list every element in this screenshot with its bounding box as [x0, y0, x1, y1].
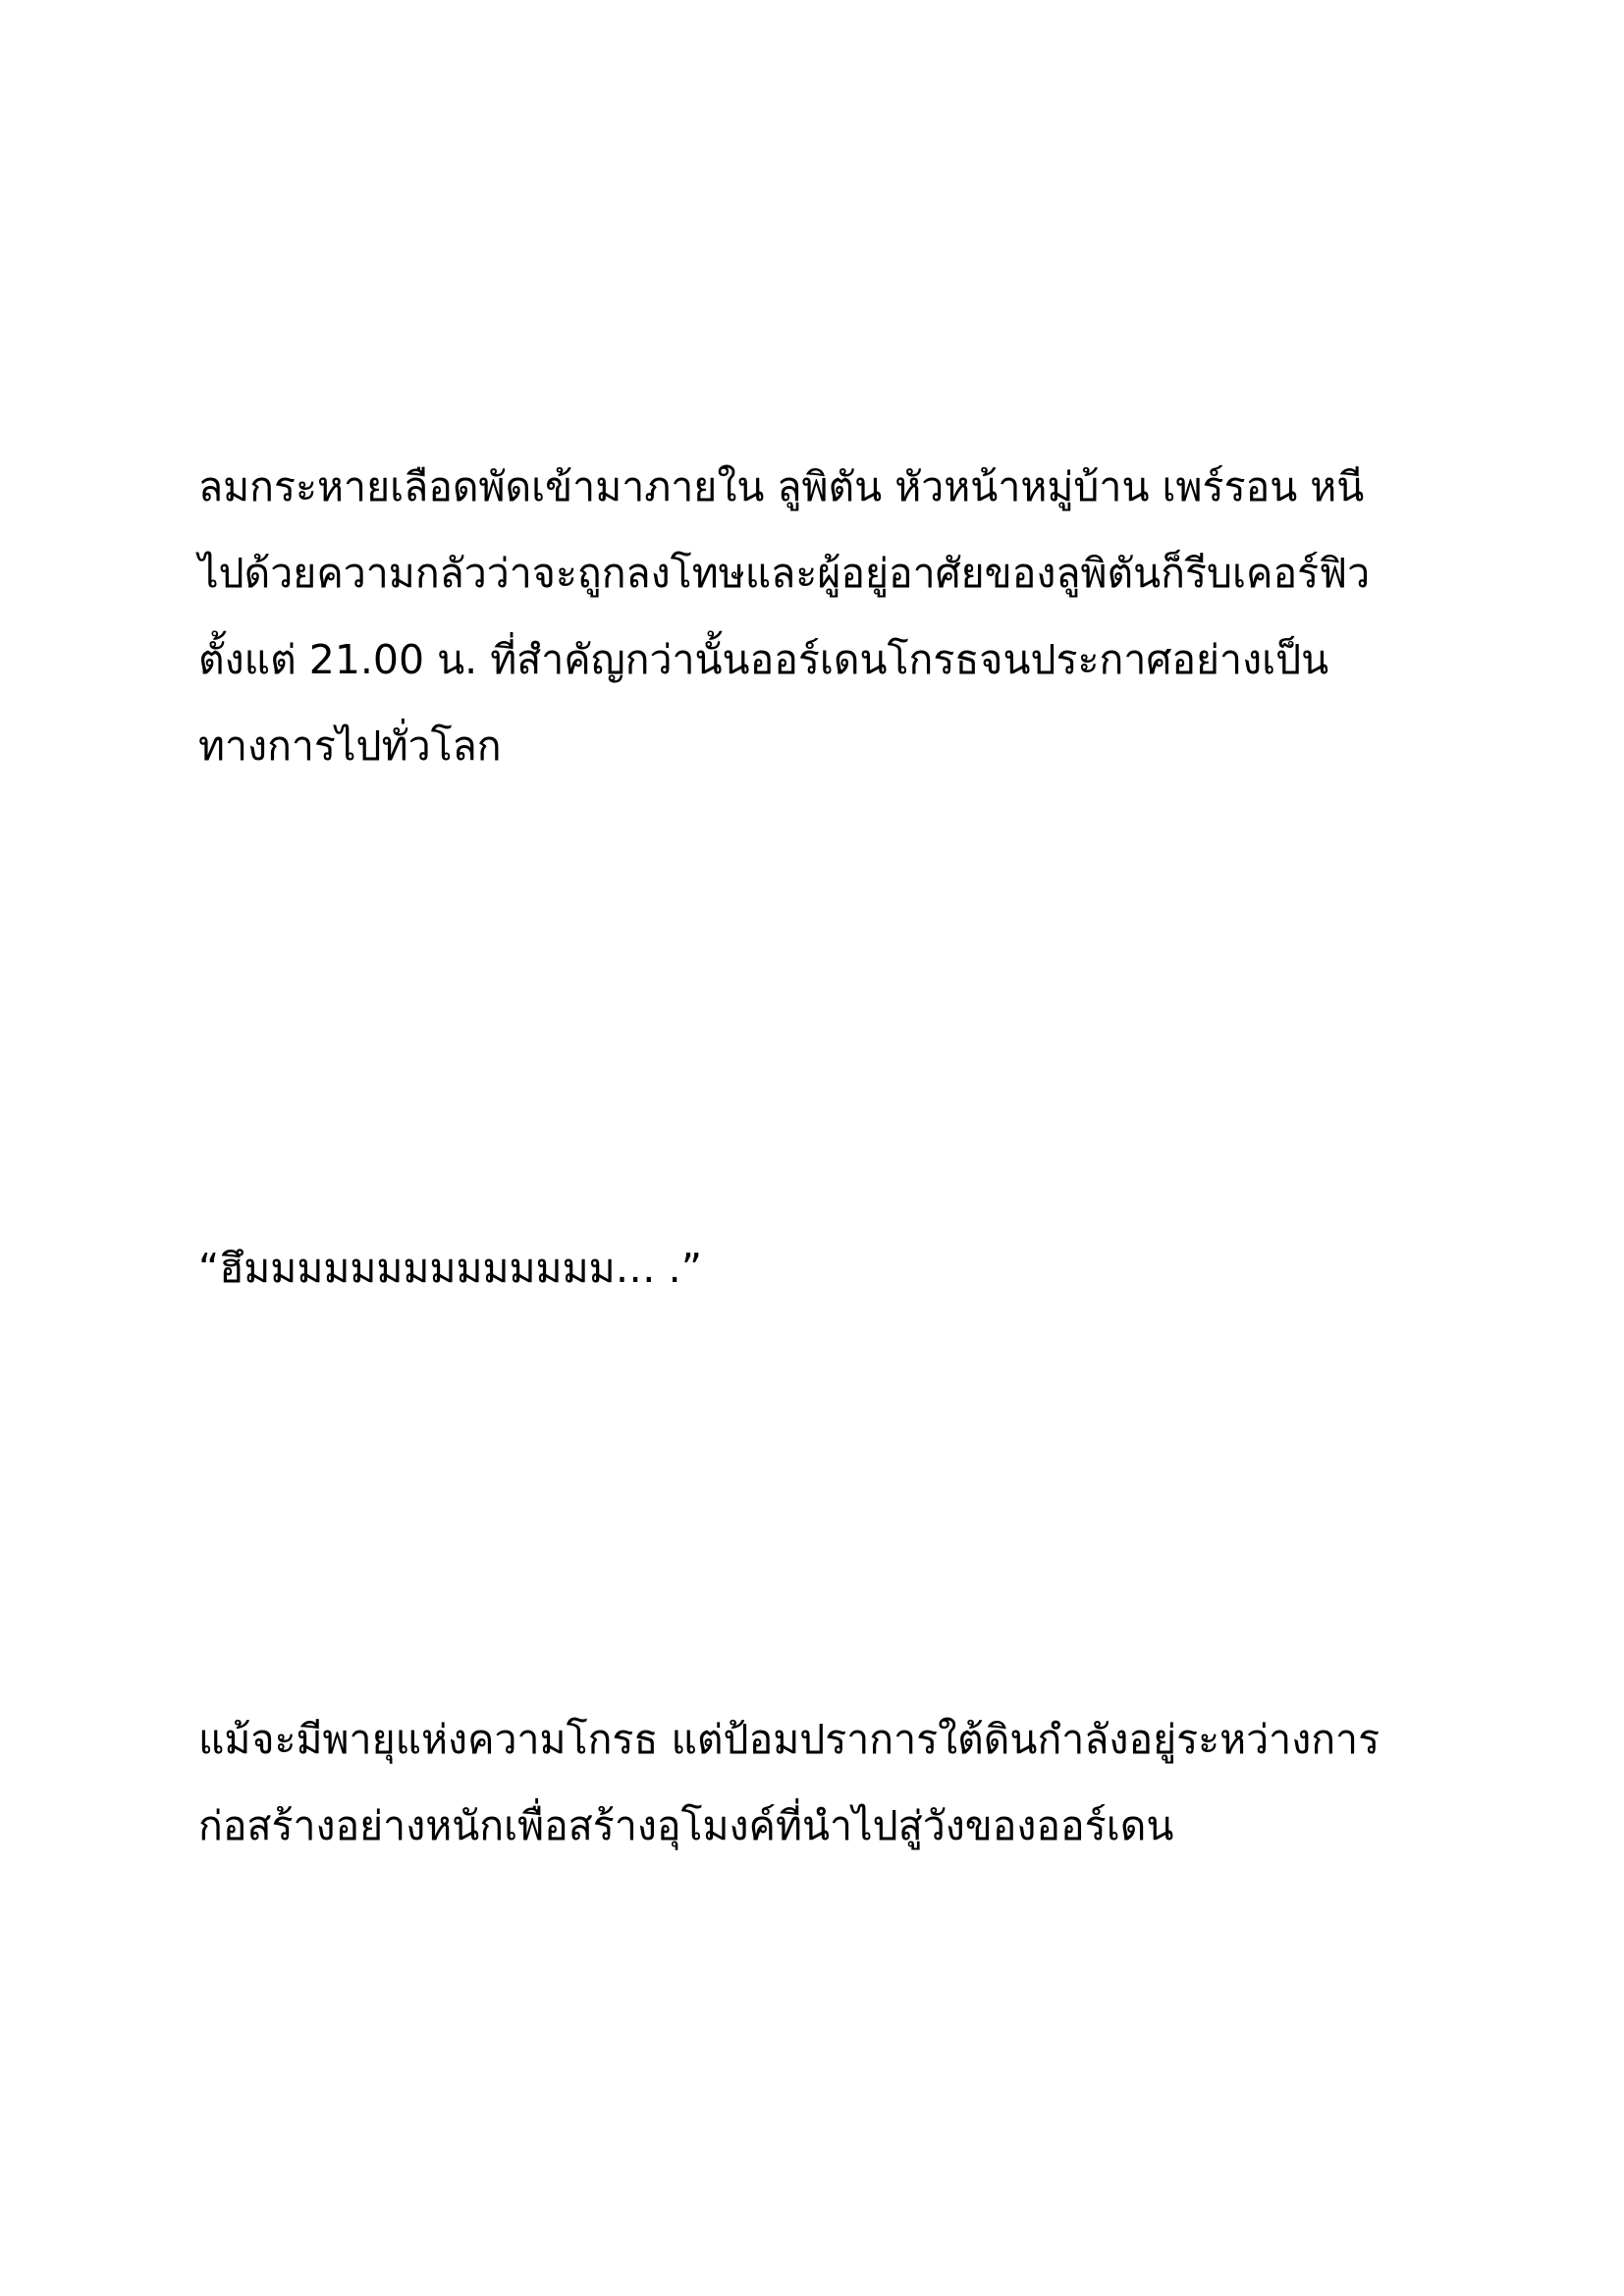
paragraph-2-dialogue	[198, 1225, 1475, 1311]
paragraph-line: ตั้งแต่ 21.00 น. ที่สำคัญกว่านั้นออร์เดนโกรธจนประกาศอย่างเป็น	[198, 636, 1329, 683]
paragraph-1	[198, 444, 1475, 789]
paragraph-line: ไปด้วยความกลัวว่าจะถูกลงโทษและผู้อยู่อาศัยของลูพิตันก็รีบเคอร์ฟิว	[198, 550, 1371, 597]
paragraph-3	[198, 1696, 1475, 1869]
paragraph-line: “ฮึมมมมมมมมมมมมมม… .”	[198, 1245, 702, 1292]
paragraph-line: ก่อสร้างอย่างหนักเพื่อสร้างอุโมงค์ที่นำไปสู่วังของออร์เดน	[198, 1802, 1174, 1849]
paragraph-line: แม้จะมีพายุแห่งความโกรธ แต่ป้อมปราการใต้ดินกำลังอยู่ระหว่างการ	[198, 1716, 1380, 1763]
paragraph-line: ทางการไปทั่วโลก	[198, 722, 502, 770]
paragraph-line: ลมกระหายเลือดพัดเข้ามาภายใน ลูพิตัน หัวหน้าหมู่บ้าน เพร์รอน หนี	[198, 463, 1365, 510]
